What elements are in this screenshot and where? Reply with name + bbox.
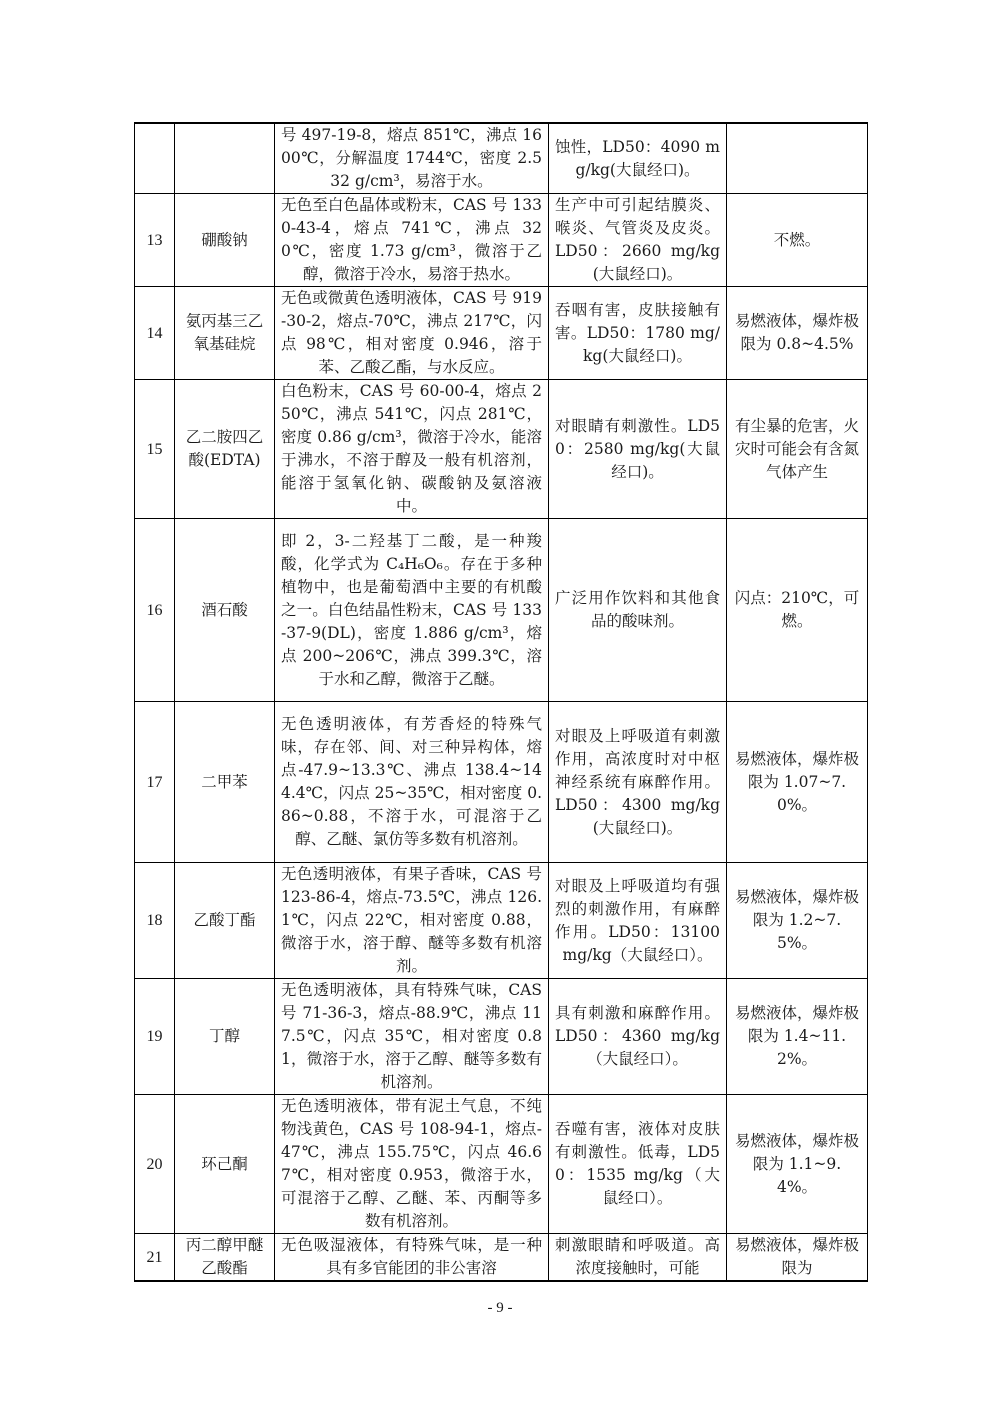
table-row	[135, 123, 868, 194]
hazard-info: 易燃液体，爆炸极限为 1.4~11.2%。	[727, 979, 868, 1095]
table-row	[135, 1095, 868, 1234]
substance-name: 氨丙基三乙氧基硅烷	[175, 287, 275, 380]
table-row	[135, 863, 868, 979]
toxicity-info: 生产中可引起结膜炎、喉炎、气管炎及皮炎。LD50：2660 mg/kg(大鼠经口)。	[549, 194, 727, 287]
table-row	[135, 287, 868, 380]
physical-properties: 白色粉末，CAS 号 60-00-4，熔点 250℃，沸点 541℃，闪点 281℃，密度 0.86 g/cm³，微溶于冷水，能溶于沸水，不溶于醇及一般有机溶剂，能溶于氢氧化钠、碳酸钠及氨溶液中。	[275, 380, 549, 519]
toxicity-info: 具有刺激和麻醉作用。LD50：4360 mg/kg（大鼠经口）。	[549, 979, 727, 1095]
row-number: 20	[135, 1095, 175, 1234]
table-row	[135, 702, 868, 863]
toxicity-info: 对眼睛有刺激性。LD50：2580 mg/kg(大鼠经口)。	[549, 380, 727, 519]
row-number: 13	[135, 194, 175, 287]
table-row	[135, 1234, 868, 1282]
substance-name: 乙酸丁酯	[175, 863, 275, 979]
substance-name: 乙二胺四乙酸(EDTA)	[175, 380, 275, 519]
substance-name: 环己酮	[175, 1095, 275, 1234]
hazard-info: 易燃液体，爆炸极限为 0.8~4.5%	[727, 287, 868, 380]
hazard-info: 易燃液体，爆炸极限为	[727, 1234, 868, 1282]
hazard-info: 有尘暴的危害，火灾时可能会有含氮气体产生	[727, 380, 868, 519]
hazard-info: 易燃液体，爆炸极限为 1.07~7.0%。	[727, 702, 868, 863]
physical-properties: 无色透明液体，有果子香味，CAS 号 123-86-4，熔点-73.5℃，沸点 126.1℃，闪点 22℃，相对密度 0.88，微溶于水，溶于醇、醚等多数有机溶剂。	[275, 863, 549, 979]
substance-name: 二甲苯	[175, 702, 275, 863]
toxicity-info: 蚀性，LD50：4090 mg/kg(大鼠经口)。	[549, 123, 727, 194]
toxicity-info: 广泛用作饮料和其他食品的酸味剂。	[549, 519, 727, 702]
physical-properties: 无色吸湿液体，有特殊气味，是一种具有多官能团的非公害溶	[275, 1234, 549, 1282]
page-number: - 9 -	[487, 1300, 513, 1316]
hazard-info: 易燃液体，爆炸极限为 1.2~7.5%。	[727, 863, 868, 979]
substance-name: 丁醇	[175, 979, 275, 1095]
row-number: 17	[135, 702, 175, 863]
row-number: 19	[135, 979, 175, 1095]
row-number: 15	[135, 380, 175, 519]
physical-properties: 无色透明液体，具有特殊气味，CAS 号 71-36-3，熔点-88.9℃，沸点 117.5℃，闪点 35℃，相对密度 0.81，微溶于水，溶于乙醇、醚等多数有机溶剂。	[275, 979, 549, 1095]
row-number: 16	[135, 519, 175, 702]
toxicity-info: 刺激眼睛和呼吸道。高浓度接触时，可能	[549, 1234, 727, 1282]
physical-properties: 号 497-19-8，熔点 851℃，沸点 1600℃，分解温度 1744℃，密度 2.532 g/cm³，易溶于水。	[275, 123, 549, 194]
physical-properties: 无色透明液体，带有泥土气息，不纯物浅黄色，CAS 号 108-94-1，熔点-47℃，沸点 155.75℃，闪点 46.67℃，相对密度 0.953，微溶于水，可混溶于乙醇、乙醚、苯、丙酮等多数有机溶剂。	[275, 1095, 549, 1234]
row-number	[135, 123, 175, 194]
physical-properties: 无色透明液体，有芳香烃的特殊气味，存在邻、间、对三种异构体，熔点-47.9~13.3℃、沸点 138.4~144.4℃，闪点 25~35℃，相对密度 0.86~0.88，不溶于水，可混溶于乙醇、乙醚、氯仿等多数有机溶剂。	[275, 702, 549, 863]
chemical-properties-table	[134, 122, 868, 1282]
substance-name: 丙二醇甲醚乙酸酯	[175, 1234, 275, 1282]
row-number: 21	[135, 1234, 175, 1282]
toxicity-info: 吞噬有害，液体对皮肤有刺激性。低毒，LD50：1535 mg/kg（大鼠经口）。	[549, 1095, 727, 1234]
hazard-info: 易燃液体，爆炸极限为 1.1~9.4%。	[727, 1095, 868, 1234]
table-row	[135, 194, 868, 287]
row-number: 14	[135, 287, 175, 380]
physical-properties: 无色至白色晶体或粉末，CAS 号 1330-43-4，熔点 741℃，沸点 320℃，密度 1.73 g/cm³，微溶于乙醇，微溶于冷水，易溶于热水。	[275, 194, 549, 287]
hazard-info	[727, 123, 868, 194]
hazard-info: 闪点：210℃，可燃。	[727, 519, 868, 702]
substance-name: 硼酸钠	[175, 194, 275, 287]
toxicity-info: 对眼及上呼吸道均有强烈的刺激作用，有麻醉作用。LD50：13100mg/kg（大鼠经口）。	[549, 863, 727, 979]
substance-name: 酒石酸	[175, 519, 275, 702]
toxicity-info: 吞咽有害，皮肤接触有害。LD50：1780 mg/kg(大鼠经口)。	[549, 287, 727, 380]
row-number: 18	[135, 863, 175, 979]
physical-properties: 即 2，3-二羟基丁二酸，是一种羧酸，化学式为 C₄H₆O₆。存在于多种植物中，也是葡萄酒中主要的有机酸之一。白色结晶性粉末，CAS 号 133-37-9(DL)，密度 1.886 g/cm³，熔点 200~206℃，沸点 399.3℃，溶于水和乙醇，微溶于乙醚。	[275, 519, 549, 702]
substance-name	[175, 123, 275, 194]
table-row	[135, 979, 868, 1095]
table-row	[135, 519, 868, 702]
hazard-info: 不燃。	[727, 194, 868, 287]
table-row	[135, 380, 868, 519]
physical-properties: 无色或微黄色透明液体，CAS 号 919-30-2，熔点-70℃，沸点 217℃，闪点 98℃，相对密度 0.946，溶于苯、乙酸乙酯，与水反应。	[275, 287, 549, 380]
toxicity-info: 对眼及上呼吸道有刺激作用，高浓度时对中枢神经系统有麻醉作用。LD50：4300 mg/kg(大鼠经口)。	[549, 702, 727, 863]
